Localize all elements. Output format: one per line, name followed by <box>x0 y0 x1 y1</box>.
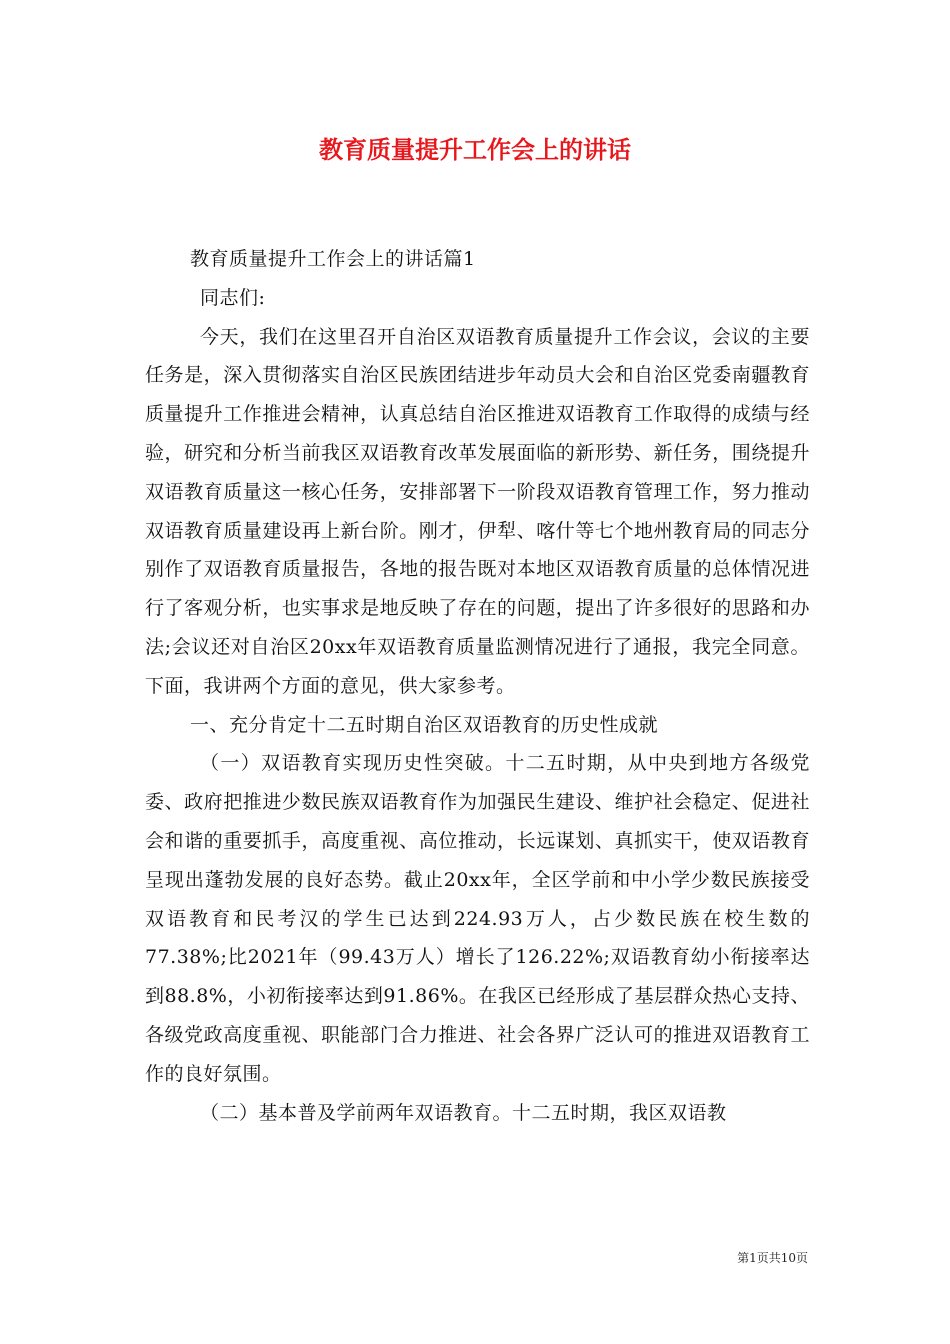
page-number-footer: 第1页共10页 <box>737 1251 808 1265</box>
document-subtitle: 教育质量提升工作会上的讲话篇1 <box>190 248 476 270</box>
document-body <box>145 240 810 1132</box>
document-title: 教育质量提升工作会上的讲话 <box>319 135 631 164</box>
sub-paragraph-2: （二）基本普及学前两年双语教育。十二五时期，我区双语教 <box>200 1101 727 1124</box>
sub-paragraph-1: （一）双语教育实现历史性突破。十二五时期，从中央到地方各级党委、政府把推进少数民族双语教育作为加强民生建设、维护社会稳定、促进社会和谐的重要抓手，高度重视、高位推动，长远谋划、真抓实干，使双语教育呈现出蓬勃发展的良好态势。截止20xx年，全区学前和中小学少数民族接受双语教育和民考汉的学生已达到224.93万人，占少数民族在校生数的77.38%;比2021年（99.43万人）增长了126.22%;双语教育幼小衔接率达到88.8%，小初衔接率达到91.86%。在我区已经形成了基层群众热心支持、各级党政高度重视、职能部门合力推进、社会各界广泛认可的推进双语教育工作的良好氛围。 <box>145 752 810 1085</box>
section-heading: 一、充分肯定十二五时期自治区双语教育的历史性成就 <box>190 713 659 736</box>
opening-paragraph: 今天，我们在这里召开自治区双语教育质量提升工作会议，会议的主要任务是，深入贯彻落实自治区民族团结进步年动员大会和自治区党委南疆教育质量提升工作推进会精神，认真总结自治区推进双语教育工作取得的成绩与经验，研究和分析当前我区双语教育改革发展面临的新形势、新任务，围绕提升双语教育质量这一核心任务，安排部署下一阶段双语教育管理工作，努力推动双语教育质量建设再上新台阶。刚才，伊犁、喀什等七个地州教育局的同志分别作了双语教育质量报告，各地的报告既对本地区双语教育质量的总体情况进行了客观分析，也实事求是地反映了存在的问题，提出了许多很好的思路和办法;会议还对自治区20xx年双语教育质量监测情况进行了通报，我完全同意。下面，我讲两个方面的意见，供大家参考。 <box>145 325 810 697</box>
salutation: 同志们: <box>200 286 266 309</box>
